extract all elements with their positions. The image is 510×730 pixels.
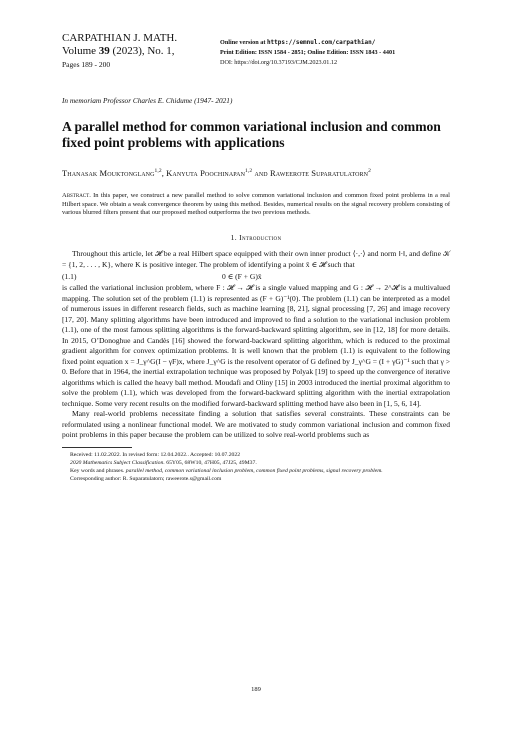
paragraph-1: Throughout this article, let 𝓗 be a real Hilbert space equipped with their own inner product ⟨·,·⟩ and norm ‖·‖, and define 𝒦 = {1, 2, . . . , K}, where K is positive integer. The problem of identifying a point x̄ ∈ 𝓗 such that — [62, 249, 450, 269]
footnote-corresponding: Corresponding author: R. Suparatulatorn; raweerote.s@gmail.com — [70, 476, 222, 483]
author-1: Thanasak Mouktonglang — [62, 167, 155, 178]
page-number: 189 — [251, 686, 261, 693]
edition-info — [220, 38, 450, 84]
footnote-msc: 2020 Mathematics Subject Classification. 65Y05, 68W10, 47H05, 47J25, 49M37. — [70, 459, 257, 466]
equation-content: 0 ∈ (F + G)x̄ — [222, 272, 262, 282]
abstract-label: Abstract. — [62, 191, 91, 199]
online-url[interactable]: https://semnul.com/carpathian/ — [266, 39, 376, 46]
doi[interactable]: DOI: https://doi.org/10.37193/CJM.2023.01.12 — [220, 59, 338, 66]
footnote-rule — [62, 447, 132, 448]
journal-header — [62, 32, 450, 84]
author-list: Thanasak Mouktonglang$^{1,2}$, Kanyuta Poochinapan$^{1,2}$ and Raweerote Suparatulatorn$^2$ — [62, 167, 371, 178]
section-heading: 1. Introduction — [230, 233, 282, 243]
body-text — [62, 249, 450, 441]
equation-number: (1.1) — [62, 272, 77, 282]
abstract — [62, 192, 450, 218]
paper-page — [62, 32, 450, 693]
paragraph-3: Many real-world problems necessitate finding a solution that satisfies several constraints. These constraints can be reformulated using a nonlinear functional model. We are motivated to study common variational inclusion and common fixed point problems in this paper because the problem can be utilized to solve real-world problems such as — [62, 409, 450, 440]
footnote-keywords: Key words and phrases. parallel method, common variational inclusion problem, common fixed point problems, signal recovery problem. — [70, 468, 383, 475]
journal-name: CARPATHIAN J. MATH. — [62, 32, 178, 44]
author-2: Kanyuta Poochinapan — [166, 167, 246, 178]
abstract-text: In this paper, we construct a new parallel method to solve common variational inclusion and common fixed point problems in a real Hilbert space. We obtain a weak convergence theorem by using this method. Besides, numerical results on the signal recovery problem consisting of various blurred filters present that our proposed method outperforms the two previous methods. — [62, 191, 450, 217]
journal-pages: Pages 189 - 200 — [62, 60, 111, 69]
paragraph-2: is called the variational inclusion problem, where F : 𝓗 → 𝓗 is a single valued mapping and G : 𝓗 → 2^𝓗 is a multivalued mapping. The solution set of the problem (1.1) is represented as (F + G)⁻¹(0). The problem (1.1) can be interpreted as a model of numerous issues in different research fields, such as machine learning [8, 21], signal processing [7, 26] and image recovery [17, 20]. Many splitting algorithms have been introduced and improved to find a solution to the variational inclusion problem (1.1), one of the most famous splitting algorithms is the forward-backward splitting algorithm, see in [12, 18] for more details. In 2015, O’Donoghue and Candès [16] showed the forward-backward splitting algorithm, which is reduced to the proximal gradient algorithm for convex optimization problems. It is well known that the problem (1.1) is equivalent to the following fixed point equation x = J_γ^G(I − γF)x, where J_γ^G is the resolvent operator of G defined by J_γ^G = (I + γG)⁻¹ such that γ > 0. Before that in 1964, the inertial extrapolation technique was proposed by Polyak [19] to speed up the convergence of iterative algorithms which is called the heavy ball method. Moudafi and Oliny [15] in 2003 introduced the inertial proximal algorithm to solve the problem (1.1), which was developed from the forward-backward splitting algorithm with the inertial extrapolation technique. Some very recent results on the modified forward-backward splitting method have also been in [1, 5, 6, 14]. — [62, 283, 450, 408]
author-3: Raweerote Suparatulatorn — [269, 167, 369, 178]
equation-1-1 — [62, 271, 450, 282]
paper-title: A parallel method for common variational inclusion and common fixed point problems with applications — [62, 119, 441, 150]
online-version: Online version at https://semnul.com/carpathian/ — [220, 39, 376, 46]
footnotes — [62, 451, 450, 484]
journal-info — [62, 32, 177, 84]
memoriam-line: In memoriam Professor Charles E. Chidume (1947- 2021) — [62, 96, 233, 105]
footnote-received: Received: 11.02.2022. In revised form: 12.04.2022.. Accepted: 10.07.2022 — [70, 451, 241, 458]
journal-volume: Volume 39 (2023), No. 1, — [62, 45, 175, 57]
print-edition: Print Edition: ISSN 1584 - 2851; Online Edition: ISSN 1843 - 4401 — [220, 49, 396, 56]
